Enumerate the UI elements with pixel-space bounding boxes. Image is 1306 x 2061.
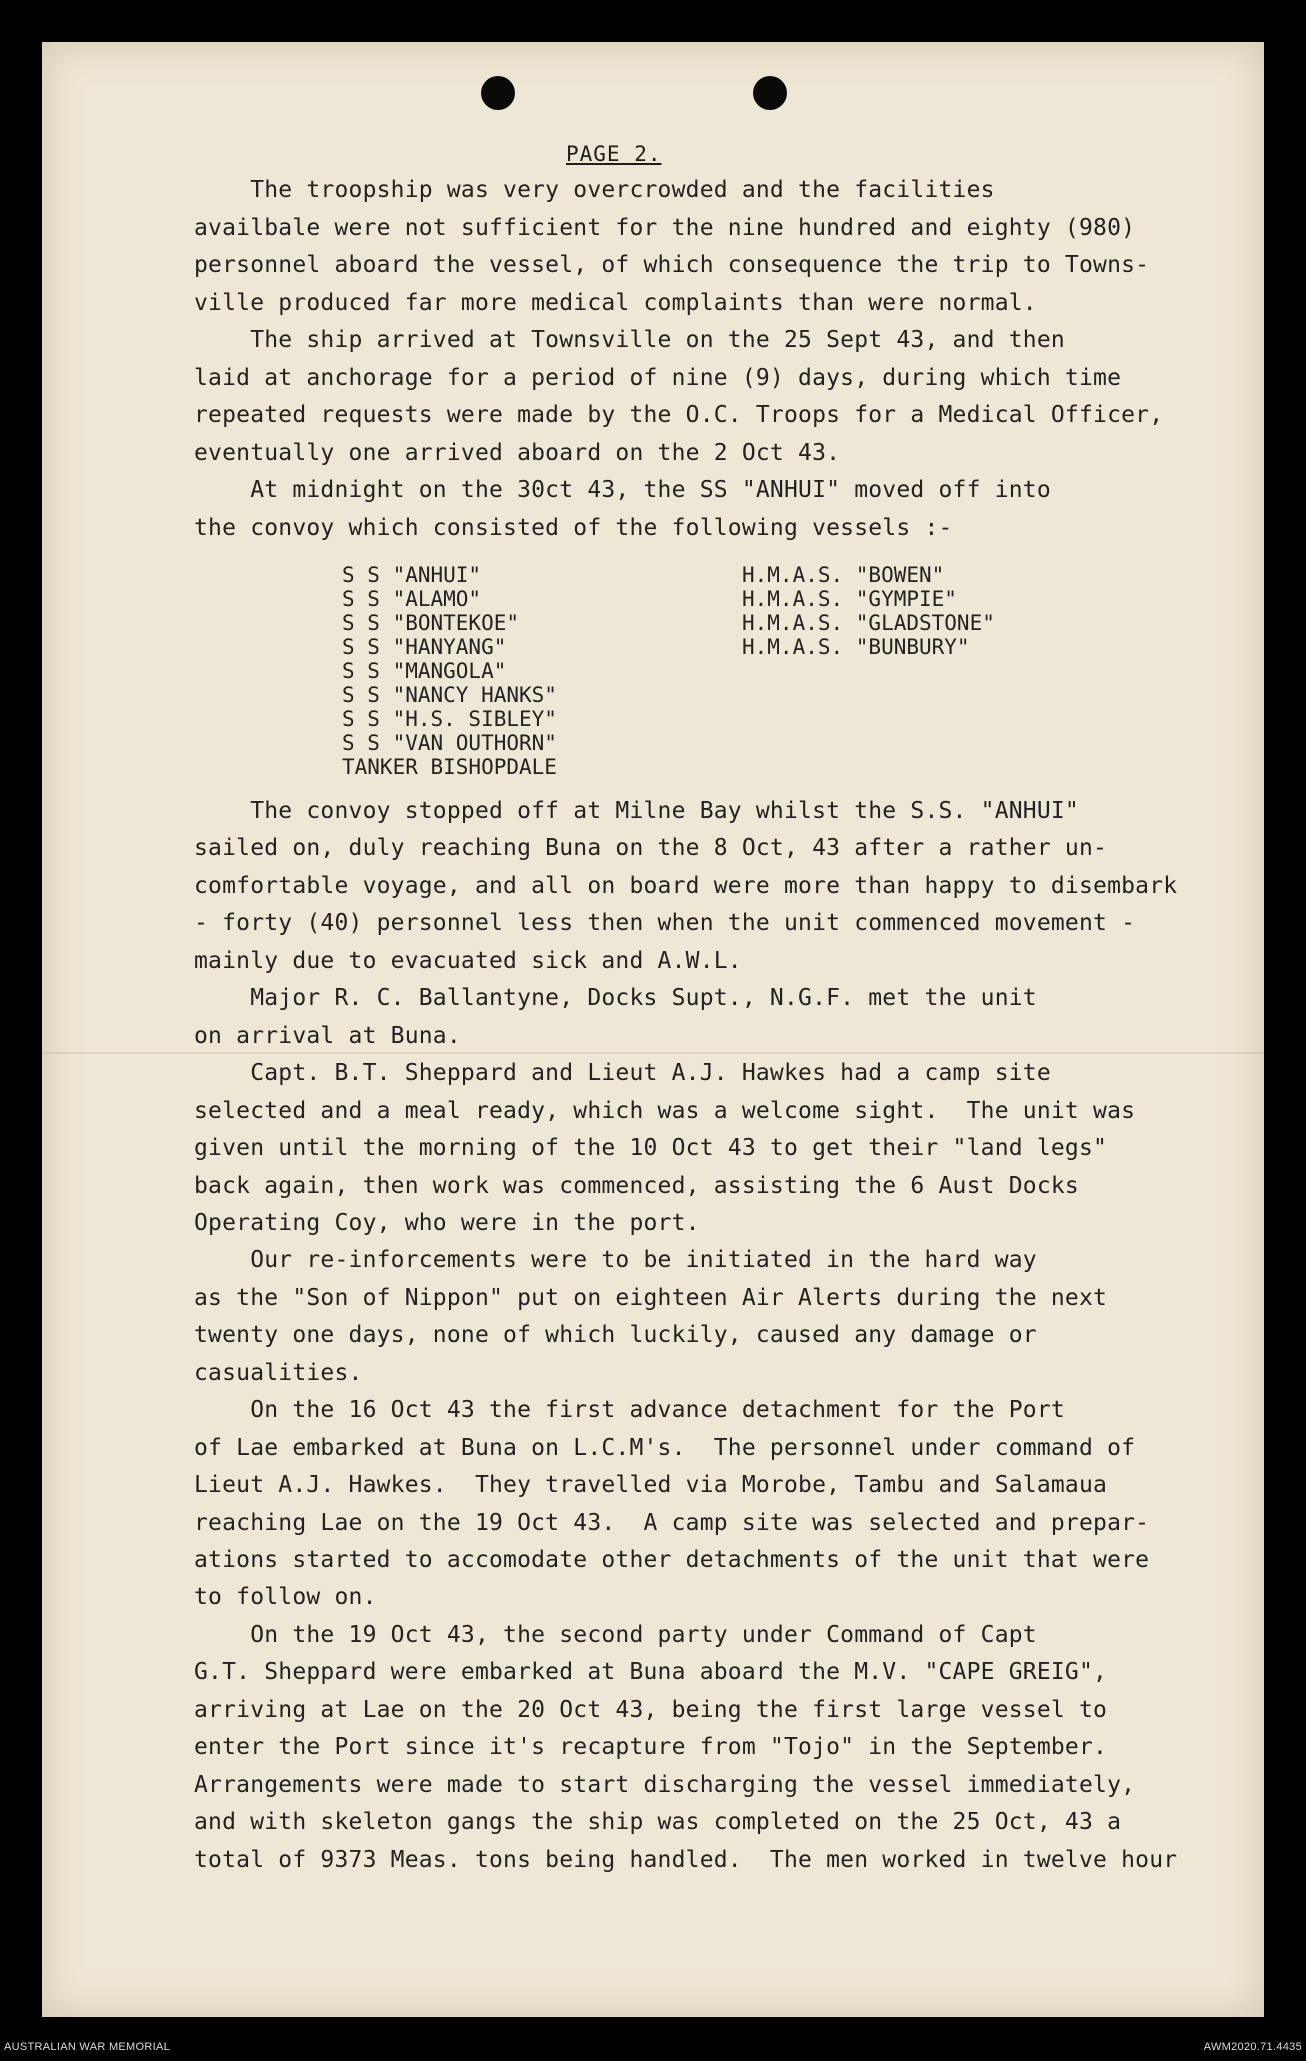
text-line: repeated requests were made by the O.C. Troops for a Medical Officer, xyxy=(194,402,1164,428)
text-line: Arrangements were made to start discharging the vessel immediately, xyxy=(194,1771,1136,1798)
text-line: Our re-inforcements were to be initiated in the hard way xyxy=(194,1247,1037,1274)
text-line: back again, then work was commenced, assisting the 6 Aust Docks xyxy=(194,1172,1079,1199)
text-line: Major R. C. Ballantyne, Docks Supt., N.G.F. met the unit xyxy=(194,985,1037,1012)
text-line: ville produced far more medical complaints than were normal. xyxy=(194,289,1037,316)
text-line: of Lae embarked at Buna on L.C.M's. The personnel under command of xyxy=(194,1434,1136,1461)
text-line: Lieut A.J. Hawkes. They travelled via Morobe, Tambu and Salamaua xyxy=(194,1472,1108,1499)
catalogue-number: AWM2020.71.4435 xyxy=(1203,2041,1302,2053)
text-line: laid at anchorage for a period of nine (9) days, during which time xyxy=(194,364,1122,391)
convoy-vessel: S S "ANHUI" xyxy=(342,563,482,587)
text-line: ations started to accomodate other detachments of the unit that were xyxy=(194,1547,1150,1573)
text-line: personnel aboard the vessel, of which consequence the trip to Towns- xyxy=(194,252,1150,278)
fold-crease xyxy=(42,1052,1264,1054)
text-line: sailed on, duly reaching Buna on the 8 Oct, 43 after a rather un- xyxy=(194,835,1108,862)
text-line: reaching Lae on the 19 Oct 43. A camp site was selected and prepar- xyxy=(194,1509,1150,1536)
text-line: - forty (40) personnel less then when the unit commenced movement - xyxy=(194,910,1136,937)
text-line: availbale were not sufficient for the nine hundred and eighty (980) xyxy=(194,214,1136,241)
text-line: casualities. xyxy=(194,1359,363,1386)
punch-hole-left xyxy=(481,76,515,110)
text-line: enter the Port since it's recapture from "Tojo" in the September. xyxy=(194,1734,1108,1761)
text-line: On the 16 Oct 43 the first advance detachment for the Port xyxy=(194,1397,1065,1424)
text-line: The ship arrived at Townsville on the 25 Sept 43, and then xyxy=(194,327,1065,353)
convoy-right-column xyxy=(742,563,995,659)
convoy-vessel: H.M.A.S. "GLADSTONE" xyxy=(742,611,995,635)
text-line: arriving at Lae on the 20 Oct 43, being the first large vessel to xyxy=(194,1696,1108,1723)
convoy-vessel: H.M.A.S. "BOWEN" xyxy=(742,563,945,587)
convoy-vessel: TANKER BISHOPDALE xyxy=(342,755,557,779)
convoy-vessel: H.M.A.S. "BUNBURY" xyxy=(742,635,970,659)
text-line: The convoy stopped off at Milne Bay whilst the S.S. "ANHUI" xyxy=(194,798,1079,824)
document-page xyxy=(42,42,1264,2017)
convoy-vessel: S S "H.S. SIBLEY" xyxy=(342,707,557,731)
text-line: on arrival at Buna. xyxy=(194,1022,461,1049)
archive-label: AUSTRALIAN WAR MEMORIAL xyxy=(4,2041,171,2053)
text-line: twenty one days, none of which luckily, caused any damage or xyxy=(194,1322,1037,1349)
convoy-vessel: S S "MANGOLA" xyxy=(342,659,507,683)
text-line: as the "Son of Nippon" put on eighteen Air Alerts during the next xyxy=(194,1284,1108,1311)
text-line: comfortable voyage, and all on board were more than happy to disembark xyxy=(194,872,1178,899)
convoy-vessel: S S "HANYANG" xyxy=(342,635,507,659)
convoy-vessel: S S "VAN OUTHORN" xyxy=(342,731,557,755)
page-number-heading: PAGE 2. xyxy=(566,142,662,166)
text-line: eventually one arrived aboard on the 2 Oct 43. xyxy=(194,439,841,466)
text-line: Operating Coy, who were in the port. xyxy=(194,1209,700,1236)
text-line: to follow on. xyxy=(194,1584,377,1611)
text-line: At midnight on the 30ct 43, the SS "ANHUI" moved off into xyxy=(194,477,1051,503)
text-line: The troopship was very overcrowded and the facilities xyxy=(194,177,995,203)
convoy-left-column xyxy=(342,563,557,779)
text-line: total of 9373 Meas. tons being handled. The men worked in twelve hour xyxy=(194,1846,1178,1873)
text-line: selected and a meal ready, which was a welcome sight. The unit was xyxy=(194,1097,1136,1124)
text-line: mainly due to evacuated sick and A.W.L. xyxy=(194,947,742,974)
text-line: the convoy which consisted of the following vessels :- xyxy=(194,514,953,541)
text-line: Capt. B.T. Sheppard and Lieut A.J. Hawkes had a camp site xyxy=(194,1060,1051,1087)
text-line: and with skeleton gangs the ship was completed on the 25 Oct, 43 a xyxy=(194,1809,1122,1836)
text-line: G.T. Sheppard were embarked at Buna aboard the M.V. "CAPE GREIG", xyxy=(194,1659,1108,1686)
convoy-vessel: S S "NANCY HANKS" xyxy=(342,683,557,707)
convoy-vessel: H.M.A.S. "GYMPIE" xyxy=(742,587,957,611)
text-line: On the 19 Oct 43, the second party under Command of Capt xyxy=(194,1621,1037,1648)
text-line: given until the morning of the 10 Oct 43 to get their "land legs" xyxy=(194,1135,1108,1162)
convoy-vessel: S S "ALAMO" xyxy=(342,587,482,611)
convoy-vessel: S S "BONTEKOE" xyxy=(342,611,520,635)
punch-hole-right xyxy=(753,76,787,110)
